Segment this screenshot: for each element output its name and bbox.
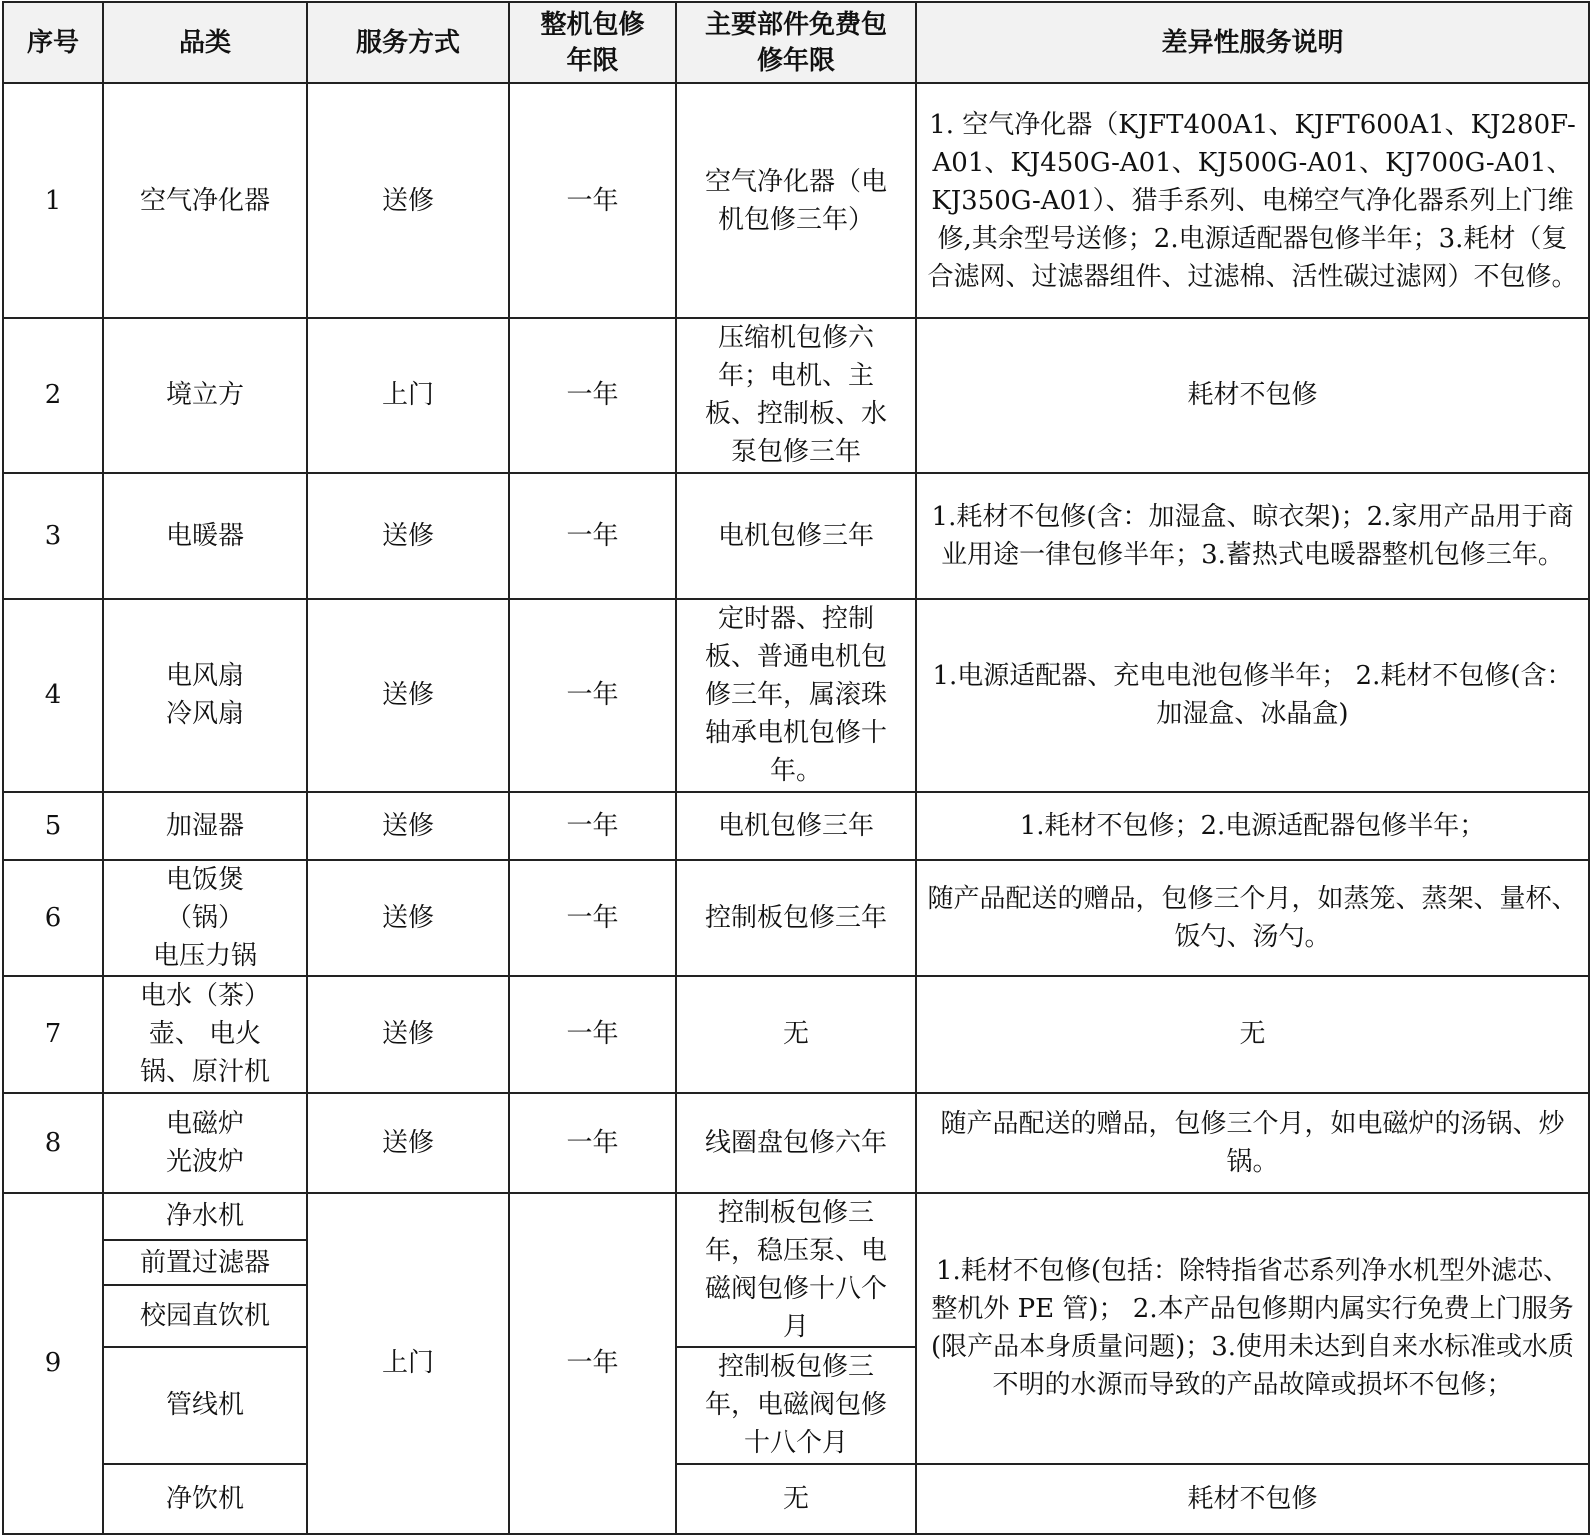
row-category: 电暖器 — [103, 473, 307, 599]
row-seq: 7 — [3, 976, 103, 1092]
row-parts-warranty: 定时器、控制 板、普通电机包 修三年，属滚珠 轴承电机包修十 年。 — [676, 599, 916, 792]
row-category: 前置过滤器 — [103, 1240, 307, 1285]
table-row — [3, 599, 1589, 792]
row-category: 管线机 — [103, 1347, 307, 1463]
table-row — [3, 860, 1589, 976]
header-seq: 序号 — [3, 2, 103, 83]
row-notes: 1.耗材不包修(含：加湿盒、晾衣架)；2.家用产品用于商业用途一律包修半年；3.蓄热式电暖器整机包修三年。 — [916, 473, 1589, 599]
row-seq: 3 — [3, 473, 103, 599]
row-notes: 耗材不包修 — [916, 318, 1589, 473]
row-seq: 5 — [3, 792, 103, 860]
row-whole-warranty: 一年 — [509, 792, 676, 860]
header-notes: 差异性服务说明 — [916, 2, 1589, 83]
table-row — [3, 83, 1589, 318]
table-row — [3, 1093, 1589, 1193]
table-row — [3, 792, 1589, 860]
row-service: 上门 — [307, 1193, 509, 1534]
row-seq: 6 — [3, 860, 103, 976]
header-service: 服务方式 — [307, 2, 509, 83]
row-parts-warranty: 电机包修三年 — [676, 792, 916, 860]
row-category: 加湿器 — [103, 792, 307, 860]
row-parts-warranty: 无 — [676, 1464, 916, 1534]
row-category: 校园直饮机 — [103, 1285, 307, 1347]
row-service: 送修 — [307, 976, 509, 1092]
row-parts-warranty: 无 — [676, 976, 916, 1092]
row-service: 上门 — [307, 318, 509, 473]
row-service: 送修 — [307, 792, 509, 860]
row-service: 送修 — [307, 1093, 509, 1193]
row-notes: 1.电源适配器、充电电池包修半年； 2.耗材不包修(含：加湿盒、冰晶盒) — [916, 599, 1589, 792]
row-notes: 1.耗材不包修(包括：除特指省芯系列净水机型外滤芯、整机外 PE 管)； 2.本产品包修期内属实行免费上门服务(限产品本身质量问题)；3.使用未达到自来水标准或水质不明的水源而导致的产品故障或损坏不包修； — [916, 1193, 1589, 1464]
row-whole-warranty: 一年 — [509, 976, 676, 1092]
row-whole-warranty: 一年 — [509, 473, 676, 599]
row-notes: 1. 空气净化器（KJFT400A1、KJFT600A1、KJ280F-A01、KJ450G-A01、KJ500G-A01、KJ700G-A01、KJ350G-A01）、猎手系列、电梯空气净化器系列上门维修,其余型号送修；2.电源适配器包修半年；3.耗材（复合滤网、过滤器组件、过滤棉、活性碳过滤网）不包修。 — [916, 83, 1589, 318]
row-service: 送修 — [307, 599, 509, 792]
table-row — [3, 1193, 1589, 1240]
warranty-table — [2, 1, 1590, 1535]
table-row — [3, 976, 1589, 1092]
row-seq: 1 — [3, 83, 103, 318]
row-parts-warranty: 电机包修三年 — [676, 473, 916, 599]
row-category: 电风扇 冷风扇 — [103, 599, 307, 792]
row-service: 送修 — [307, 83, 509, 318]
row-category: 电水（茶） 壶、 电火 锅、原汁机 — [103, 976, 307, 1092]
row-whole-warranty: 一年 — [509, 599, 676, 792]
row-category: 空气净化器 — [103, 83, 307, 318]
header-whole-warranty: 整机包修 年限 — [509, 2, 676, 83]
row-category: 境立方 — [103, 318, 307, 473]
header-category: 品类 — [103, 2, 307, 83]
header-row — [3, 2, 1589, 83]
row-seq: 2 — [3, 318, 103, 473]
row-notes: 随产品配送的赠品，包修三个月，如电磁炉的汤锅、炒锅。 — [916, 1093, 1589, 1193]
row-notes: 1.耗材不包修；2.电源适配器包修半年； — [916, 792, 1589, 860]
row-seq: 4 — [3, 599, 103, 792]
row-category: 电磁炉 光波炉 — [103, 1093, 307, 1193]
row-parts-warranty: 压缩机包修六 年；电机、主 板、控制板、水 泵包修三年 — [676, 318, 916, 473]
row-parts-warranty: 空气净化器（电 机包修三年） — [676, 83, 916, 318]
row-category: 净饮机 — [103, 1464, 307, 1534]
row-parts-warranty: 控制板包修三 年，电磁阀包修 十八个月 — [676, 1347, 916, 1463]
row-parts-warranty: 线圈盘包修六年 — [676, 1093, 916, 1193]
row-seq: 8 — [3, 1093, 103, 1193]
table-row — [3, 318, 1589, 473]
row-whole-warranty: 一年 — [509, 1193, 676, 1534]
row-whole-warranty: 一年 — [509, 860, 676, 976]
row-service: 送修 — [307, 473, 509, 599]
row-category: 电饭煲 （锅） 电压力锅 — [103, 860, 307, 976]
row-whole-warranty: 一年 — [509, 1093, 676, 1193]
row-whole-warranty: 一年 — [509, 318, 676, 473]
row-service: 送修 — [307, 860, 509, 976]
table-row — [3, 1464, 1589, 1534]
header-parts-warranty: 主要部件免费包 修年限 — [676, 2, 916, 83]
row-seq: 9 — [3, 1193, 103, 1534]
row-notes: 随产品配送的赠品，包修三个月，如蒸笼、蒸架、量杯、饭勺、汤勺。 — [916, 860, 1589, 976]
row-parts-warranty: 控制板包修三 年，稳压泵、电 磁阀包修十八个 月 — [676, 1193, 916, 1347]
row-category: 净水机 — [103, 1193, 307, 1240]
row-parts-warranty: 控制板包修三年 — [676, 860, 916, 976]
row-notes: 耗材不包修 — [916, 1464, 1589, 1534]
row-notes: 无 — [916, 976, 1589, 1092]
row-whole-warranty: 一年 — [509, 83, 676, 318]
table-row — [3, 473, 1589, 599]
